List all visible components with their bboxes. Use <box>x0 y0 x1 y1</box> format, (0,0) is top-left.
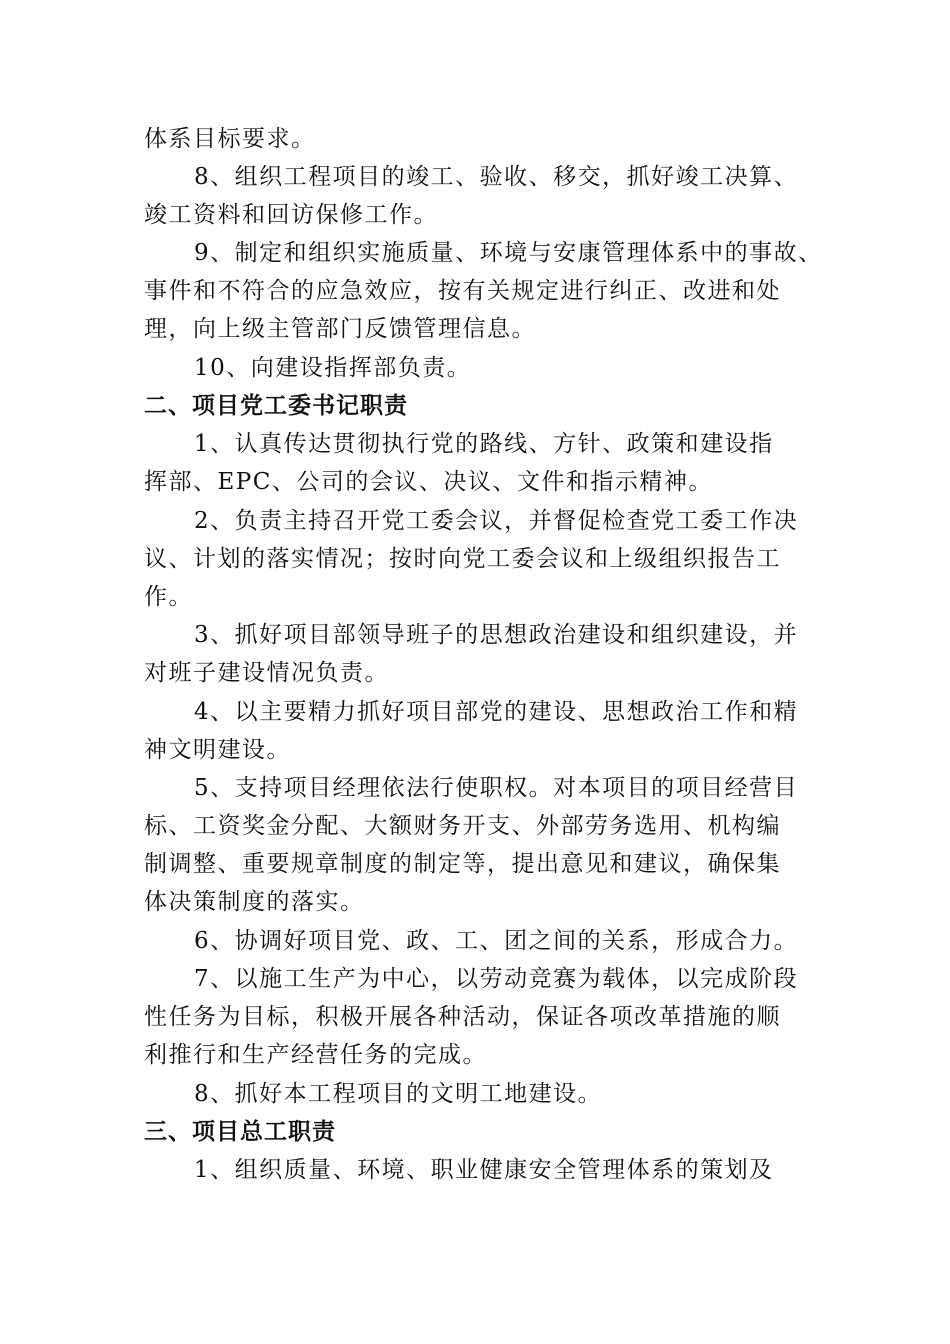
section-heading: 三、项目总工职责 <box>144 1119 336 1145</box>
paragraph-line: 性任务为目标，积极开展各种活动，保证各项改革措施的顺 <box>144 1004 781 1030</box>
paragraph-line: 议、计划的落实情况；按时向党工委会议和上级组织报告工 <box>144 546 781 572</box>
paragraph-line: 6、协调好项目党、政、工、团之间的关系，形成合力。 <box>194 928 799 954</box>
paragraph-line: 7、以施工生产为中心，以劳动竞赛为载体，以完成阶段 <box>194 966 799 992</box>
paragraph-line: 体系目标要求。 <box>144 126 316 152</box>
paragraph-line: 事件和不符合的应急效应，按有关规定进行纠正、改进和处 <box>144 278 781 304</box>
paragraph-line: 1、组织质量、环境、职业健康安全管理体系的策划及 <box>194 1157 774 1183</box>
paragraph-line: 5、支持项目经理依法行使职权。对本项目的项目经营目 <box>194 775 799 801</box>
paragraph-line: 竣工资料和回访保修工作。 <box>144 202 438 228</box>
paragraph-line: 8、组织工程项目的竣工、验收、移交，抓好竣工决算、 <box>194 164 799 190</box>
paragraph-line: 1、认真传达贯彻执行党的路线、方针、政策和建设指 <box>194 431 774 457</box>
paragraph-line: 制调整、重要规章制度的制定等，提出意见和建议，确保集 <box>144 851 781 877</box>
paragraph-line: 10、向建设指挥部负责。 <box>194 355 472 381</box>
section-heading: 二、项目党工委书记职责 <box>144 393 408 419</box>
paragraph-line: 神文明建设。 <box>144 737 291 763</box>
paragraph-line: 挥部、EPC、公司的会议、决议、文件和指示精神。 <box>144 469 713 495</box>
paragraph-line: 利推行和生产经营任务的完成。 <box>144 1042 487 1068</box>
paragraph-line: 标、工资奖金分配、大额财务开支、外部劳务选用、机构编 <box>144 813 781 839</box>
paragraph-line: 作。 <box>144 584 193 610</box>
paragraph-line: 体决策制度的落实。 <box>144 889 365 915</box>
paragraph-line: 3、抓好项目部领导班子的思想政治建设和组织建设，并 <box>194 622 799 648</box>
paragraph-line: 2、负责主持召开党工委会议，并督促检查党工委工作决 <box>194 508 799 534</box>
paragraph-line: 9、制定和组织实施质量、环境与安康管理体系中的事故、 <box>194 240 823 266</box>
paragraph-line: 对班子建设情况负责。 <box>144 660 389 686</box>
paragraph-line: 8、抓好本工程项目的文明工地建设。 <box>194 1081 603 1107</box>
paragraph-line: 理，向上级主管部门反馈管理信息。 <box>144 316 536 342</box>
paragraph-line: 4、以主要精力抓好项目部党的建设、思想政治工作和精 <box>194 699 799 725</box>
